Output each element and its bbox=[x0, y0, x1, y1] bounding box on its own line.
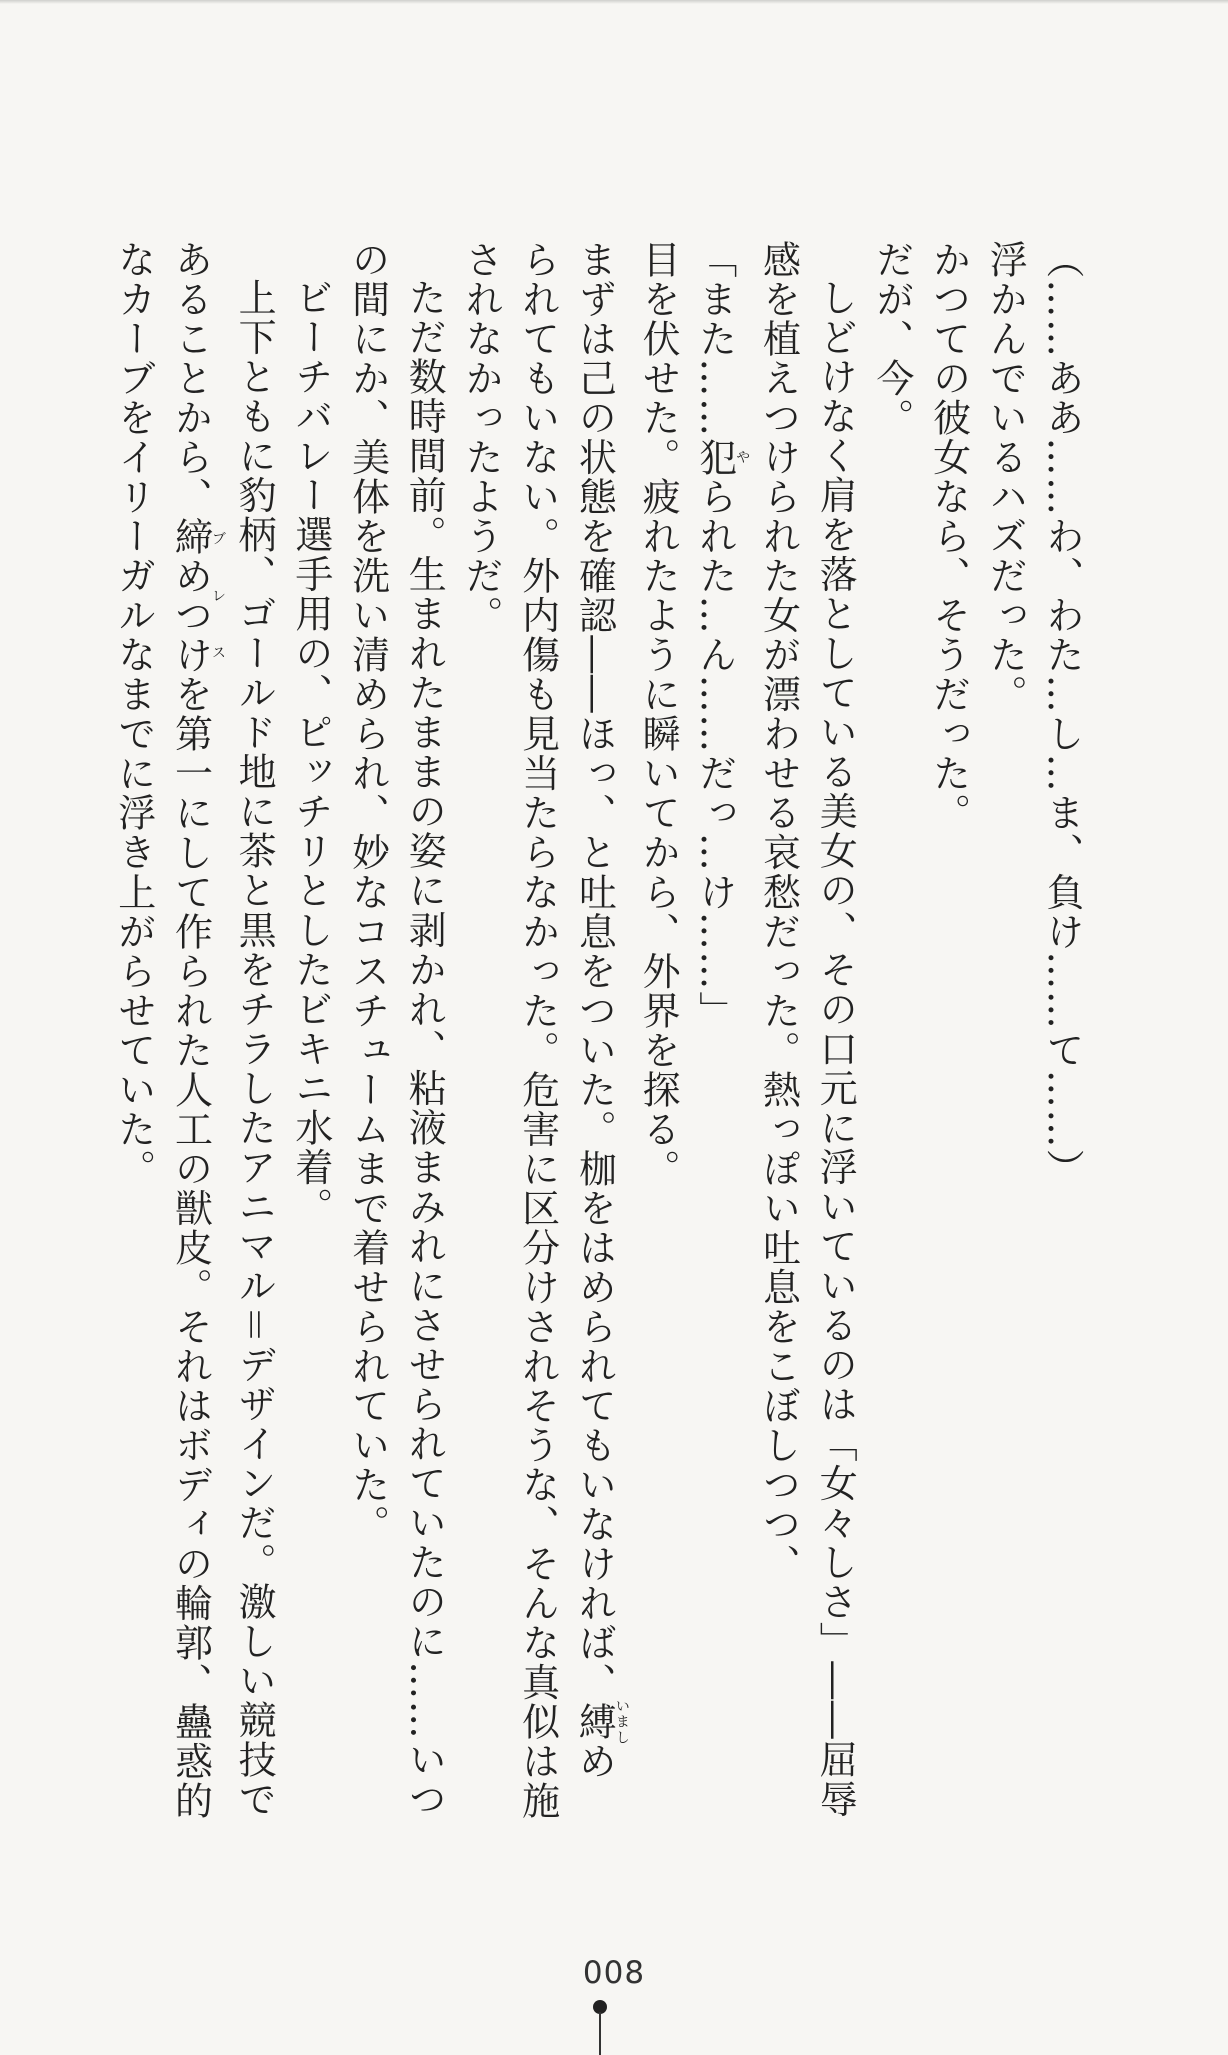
page-number: 008 bbox=[582, 1955, 646, 1991]
folio-line-ornament bbox=[599, 2012, 601, 2055]
text-line-16-lead: あることから、 bbox=[168, 240, 213, 517]
text-line-14: ビーチバレー選手用の、ピッチリとしたビキニ水着。 bbox=[288, 278, 333, 1227]
text-line-12: ただ数時間前。生まれたままの姿に剥かれ、粘液まみれにさせられていたのに……いつ bbox=[402, 278, 447, 1820]
text-line-11: されなかったようだ。 bbox=[458, 240, 503, 636]
text-line-10: られてもいない。外内傷も見当たらなかった。危害に区分けされそうな、そんな真似は施 bbox=[515, 240, 560, 1821]
text-line-9-lead: まずは己の状態を確認――ほっ、と吐息をついた。枷をはめられてもいなければ、 bbox=[572, 240, 617, 1703]
ruby-yaru bbox=[692, 437, 750, 478]
text-line-17: なカーブをイリーガルなまでに浮き上がらせていた。 bbox=[111, 240, 156, 1189]
text-line-7-lead: 「また…… bbox=[692, 240, 737, 438]
text-line-15: 上下ともに豹柄、ゴールド地に茶と黒をチラしたアニマル＝デザインだ。激しい競技で bbox=[232, 278, 277, 1820]
ruby-reading: ブレス bbox=[209, 516, 226, 675]
ruby-imashime bbox=[572, 1698, 630, 1746]
ruby-base: 犯 bbox=[692, 437, 737, 478]
text-line-4: だが、今。 bbox=[869, 240, 914, 438]
text-line-5: しどけなく肩を落としている美女の、その口元に浮いているのは「女々しさ」――屈辱 bbox=[813, 278, 858, 1820]
text-line-13: の間にか、美体を洗い清められ、妙なコスチュームまで着せられていた。 bbox=[345, 240, 390, 1545]
ruby-base: 締めつけ bbox=[168, 516, 213, 675]
text-line-6: 感を植えつけられた女が漂わせる哀愁だった。熱っぽい吐息をこぼしつつ、 bbox=[756, 240, 801, 1584]
text-line-16-tail: を第一にして作られた人工の獣皮。それはボディの輪郭、蠱惑的 bbox=[168, 674, 213, 1821]
text-line-9 bbox=[566, 240, 630, 1780]
text-line-7 bbox=[686, 240, 750, 1780]
ruby-reading: や bbox=[733, 437, 750, 478]
text-line-3: かつての彼女なら、そうだった。 bbox=[926, 240, 971, 833]
scan-edge bbox=[0, 0, 1228, 4]
ruby-base: 縛 bbox=[572, 1698, 617, 1746]
text-line-16 bbox=[162, 240, 226, 1821]
ruby-bure bbox=[168, 516, 226, 675]
text-line-9-tail: め bbox=[572, 1741, 617, 1782]
novel-text-column bbox=[111, 240, 1090, 1821]
text-line-7-tail: られた…ん……だっ…け……」 bbox=[692, 477, 737, 1031]
ruby-reading: いまし bbox=[613, 1698, 630, 1746]
text-line-1: （……ああ……わ、わた…し…ま、負け……て……） bbox=[1040, 240, 1084, 1189]
text-line-2: 浮かんでいるハズだった。 bbox=[983, 240, 1028, 715]
text-line-8: 目を伏せた。疲れたように瞬いてから、外界を探る。 bbox=[636, 240, 681, 1189]
